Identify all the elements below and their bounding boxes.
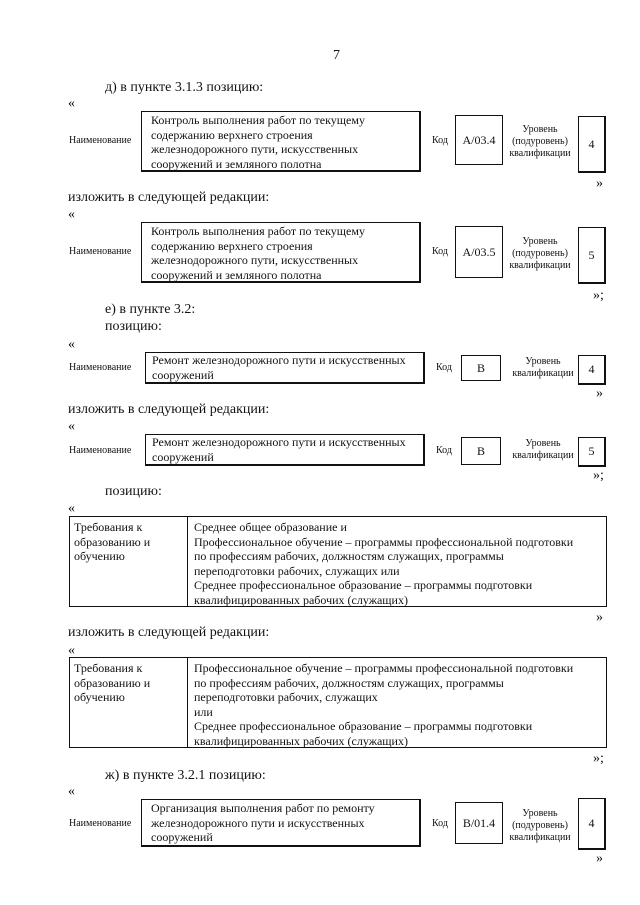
code-value: А/03.4 (462, 132, 496, 147)
izlozhit-text: изложить в следующей редакции: (68, 625, 270, 640)
code-label: Код (436, 445, 452, 456)
page-number: 7 (333, 48, 340, 63)
code-label: Код (432, 135, 448, 146)
item-e-heading: е) в пункте 3.2: (105, 302, 196, 317)
open-quote: « (68, 419, 75, 434)
level-value: 5 (588, 247, 595, 262)
code-value: В (476, 443, 485, 458)
name-text: Ремонт железнодорожного пути и искусственных сооружений (152, 353, 406, 382)
item-d-heading: д) в пункте 3.1.3 позицию: (105, 80, 264, 95)
requirements-label: Требования к образованию и обучению (70, 517, 188, 606)
requirements-table (69, 657, 607, 748)
code-box (455, 802, 503, 844)
code-box (461, 437, 501, 465)
requirements-value: Профессиональное обучение – программы профессиональной подготовки по профессиям рабочих, должностям служащих, программы переподготовки рабочих, служащих или Среднее профессиональное образование – программы подготовки квалифицированных рабочих (служащих) (194, 661, 574, 748)
name-label: Наименование (69, 445, 132, 456)
level-value: 4 (588, 816, 595, 830)
open-quote: « (68, 784, 75, 799)
name-text: Контроль выполнения работ по текущему содержанию верхнего строения железнодорожного пути, искусственных сооружений и земляного полотна (151, 113, 365, 171)
open-quote: « (68, 207, 75, 222)
code-box (455, 115, 503, 165)
requirements-value: Среднее общее образование и Профессиональное обучение – программы профессиональной подготовки по профессиям рабочих, должностям служащих, программы переподготовки рабочих, служащих или Среднее профессиональное образование – программы подготовки квалифицированных рабочих (служащих) (194, 520, 574, 607)
level-label: Уровень квалификации (512, 438, 574, 461)
code-label: Код (432, 818, 448, 829)
name-label: Наименование (69, 818, 132, 829)
close-quote-semicolon: »; (593, 288, 604, 303)
izlozhit-text: изложить в следующей редакции: (68, 402, 270, 417)
name-text: Ремонт железнодорожного пути и искусственных сооружений (152, 435, 406, 464)
code-label: Код (436, 362, 452, 373)
name-box (145, 434, 425, 466)
level-label: Уровень квалификации (512, 356, 574, 379)
level-label: Уровень (подуровень) квалификации (509, 236, 571, 271)
level-label: Уровень (подуровень) квалификации (509, 124, 571, 159)
code-value: В (476, 360, 485, 375)
close-quote-semicolon: »; (593, 468, 604, 483)
name-box (145, 352, 425, 384)
level-value: 4 (588, 362, 595, 376)
name-text: Организация выполнения работ по ремонту железнодорожного пути и искусственных сооружений (151, 801, 375, 844)
name-label: Наименование (69, 362, 132, 373)
item-e-sub: позицию: (105, 319, 162, 334)
level-value: 4 (588, 136, 595, 151)
level-box (578, 355, 606, 385)
open-quote: « (68, 643, 75, 658)
close-quote: » (596, 386, 603, 401)
open-quote: « (68, 501, 75, 516)
close-quote: » (596, 176, 603, 191)
close-quote: » (596, 851, 603, 866)
code-box (455, 226, 503, 278)
requirements-label: Требования к образованию и обучению (70, 658, 188, 747)
level-box (578, 437, 606, 467)
name-text: Контроль выполнения работ по текущему содержанию верхнего строения железнодорожного пути, искусственных сооружений и земляного полотна (151, 224, 365, 282)
open-quote: « (68, 337, 75, 352)
code-label: Код (432, 246, 448, 257)
name-label: Наименование (69, 246, 132, 257)
level-label: Уровень (подуровень) квалификации (509, 808, 571, 843)
level-box (578, 227, 606, 284)
name-box (141, 799, 421, 847)
close-quote-semicolon: »; (593, 751, 604, 766)
code-box (461, 355, 501, 381)
close-quote: » (596, 610, 603, 625)
level-box (578, 116, 606, 173)
name-box (141, 111, 421, 172)
posicia-text: позицию: (105, 484, 162, 499)
name-box (141, 222, 421, 283)
code-value: В/01.4 (462, 815, 496, 830)
name-label: Наименование (69, 135, 132, 146)
open-quote: « (68, 96, 75, 111)
item-zh-heading: ж) в пункте 3.2.1 позицию: (105, 768, 266, 783)
level-box (578, 798, 606, 850)
code-value: А/03.5 (462, 244, 496, 259)
izlozhit-text: изложить в следующей редакции: (68, 190, 270, 205)
level-value: 5 (588, 444, 595, 458)
requirements-table (69, 516, 607, 607)
